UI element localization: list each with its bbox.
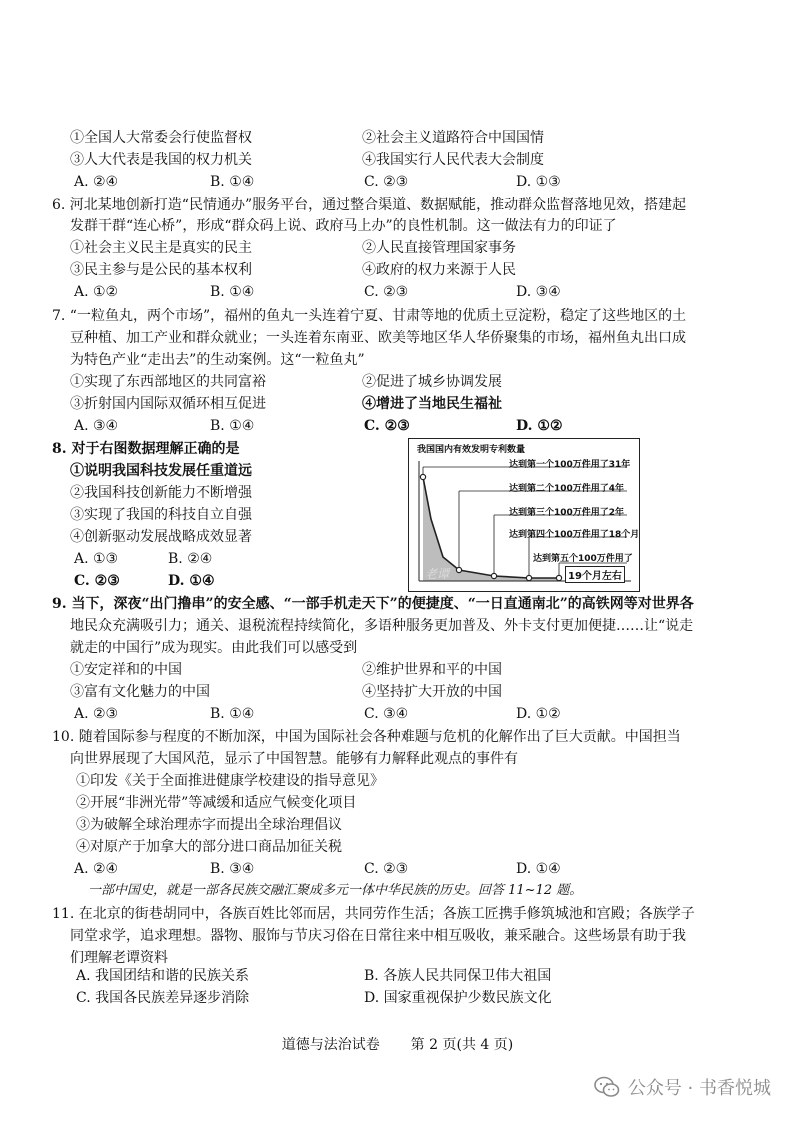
chart-title: 我国国内有效发明专利数量 — [417, 445, 526, 455]
q6-choice-c: C. ②③ — [364, 284, 409, 300]
q11-stem-line-2: 同堂求学，追求理想。器物、服饰与节庆习俗在日常往来中相互吸收，兼采融合。这些场景有助于我 — [70, 928, 686, 944]
q8-stem: 8. 对于右图数据理解正确的是 — [52, 441, 240, 457]
q11-choice-c: C. 我国各民族差异逐步消除 — [76, 990, 250, 1006]
q9-choice-b: B. ①④ — [210, 706, 255, 722]
q7-choice-a: A. ③④ — [74, 418, 119, 434]
q7-item-3: ③折射国内国际双循环相互促进 — [70, 396, 266, 412]
q8-choice-c: C. ②③ — [74, 573, 120, 589]
q6-stem-line-2: 发群干群“连心桥”，形成“群众码上说、政府马上办”的良性机制。这一做法有力的印证了 — [70, 218, 617, 234]
q8-item-3: ③实现了我国的科技自立自强 — [70, 507, 252, 523]
q6-item-1: ①社会主义民主是真实的民主 — [70, 240, 252, 256]
q6-choice-a: A. ①② — [74, 284, 119, 300]
chart-point-4 — [526, 575, 531, 580]
chart-annotation-2: 达到第二个100万件用了4年 — [509, 484, 625, 494]
q7-stem-line-3: 为特色产业“走出去”的生动案例。这“一粒鱼丸” — [70, 352, 365, 368]
chart-point-2 — [456, 567, 461, 572]
q6-stem-line-1: 6. 河北某地创新打造“民情通办”服务平台，通过整合渠道、数据赋能，推动群众监督落地见效，搭建起 — [52, 197, 687, 213]
q7-item-1: ①实现了东西部地区的共同富裕 — [70, 374, 266, 390]
q8-choice-a: A. ①③ — [74, 551, 119, 567]
wechat-icon — [594, 1076, 620, 1098]
q8-choice-d: D. ①④ — [168, 573, 215, 589]
chart-annotation-1: 达到第一个100万件用了31年 — [509, 460, 631, 470]
q11-choice-d: D. 国家重视保护少数民族文化 — [364, 990, 552, 1006]
q10-choice-d: D. ①④ — [516, 861, 561, 877]
q9-stem-line-2: 地民众充满吸引力；通关、退税流程持续简化，多语种服务更加普及、外卡支付更加便捷……让“说走 — [70, 618, 694, 634]
q7-choice-b: B. ①④ — [210, 418, 255, 434]
q11-choice-a: A. 我国团结和谐的民族关系 — [76, 968, 250, 984]
chart-annotation-4: 达到第四个100万件用了18个月 — [509, 530, 640, 540]
q9-stem-line-3: 就走的中国行”成为现实。由此我们可以感受到 — [70, 640, 358, 656]
chart-point-5 — [556, 575, 561, 580]
q10-item-3: ③为破解全球治理赤字而提出全球治理倡议 — [76, 817, 342, 833]
chart-annotation-5: 达到第五个100万件用了 — [533, 554, 633, 564]
footer-page-number: 第 2 页(共 4 页) — [410, 1037, 514, 1053]
q10-choice-a: A. ②④ — [74, 861, 119, 877]
q10-item-2: ②开展“非洲光带”等减缓和适应气候变化项目 — [76, 795, 357, 811]
page-footer — [0, 1034, 795, 1054]
q5-choice-b: B. ①④ — [210, 174, 255, 190]
q9-item-3: ③富有文化魅力的中国 — [70, 684, 210, 700]
q10-stem-line-2: 向世界展现了大国风范，显示了中国智慧。能够有力解释此观点的事件有 — [70, 751, 518, 767]
chart-watermark: 老谭 — [425, 567, 450, 581]
chart-point-3 — [491, 573, 496, 578]
q5-choice-c: C. ②③ — [364, 174, 409, 190]
q5-item-3: ③人大代表是我国的权力机关 — [70, 152, 252, 168]
q8-item-1: ①说明我国科技发展任重道远 — [70, 463, 252, 479]
q5-item-1: ①全国人大常委会行使监督权 — [70, 130, 252, 146]
q9-choice-d: D. ①② — [516, 706, 561, 722]
q6-item-3: ③民主参与是公民的基本权利 — [70, 262, 252, 278]
q6-choice-d: D. ③④ — [516, 284, 561, 300]
chart-point-1 — [420, 474, 425, 479]
q8-choice-b: B. ②④ — [168, 551, 213, 567]
q9-item-2: ②维护世界和平的中国 — [362, 662, 502, 678]
q6-item-2: ②人民直接管理国家事务 — [362, 240, 516, 256]
q5-item-4: ④我国实行人民代表大会制度 — [362, 152, 544, 168]
q10-choice-b: B. ③④ — [210, 861, 255, 877]
q10-choice-c: C. ②③ — [364, 861, 409, 877]
q9-choice-c: C. ③④ — [364, 706, 409, 722]
q9-choice-a: A. ②③ — [74, 706, 119, 722]
q9-stem-line-1: 9. 当下，深夜“出门撸串”的安全感、“一部手机走天下”的便捷度、“一日直通南北”的高铁网等对世界各 — [52, 596, 694, 612]
q10-stem-line-1: 10. 随着国际参与程度的不断加深，中国为国际社会各种难题与危机的化解作出了巨大贡献。中国担当 — [52, 729, 681, 745]
q7-choice-d: D. ①② — [516, 418, 563, 434]
q9-item-1: ①安定祥和的中国 — [70, 662, 182, 678]
q6-item-4: ④政府的权力来源于人民 — [362, 262, 516, 278]
q5-choice-a: A. ②④ — [74, 174, 119, 190]
q5-choice-d: D. ①③ — [516, 174, 561, 190]
q11-stem-line-1: 11. 在北京的街巷胡同中，各族百姓比邻而居，共同劳作生活；各族工匠携手修筑城池和宫殿；各族学子 — [52, 906, 695, 922]
q7-stem-line-1: 7. “一粒鱼丸，两个市场”，福州的鱼丸一头连着宁夏、甘肃等地的优质土豆淀粉，稳定了这些地区的土 — [52, 308, 687, 324]
q11-choice-b: B. 各族人民共同保卫伟大祖国 — [364, 968, 552, 984]
q7-item-2: ②促进了城乡协调发展 — [362, 374, 502, 390]
q7-stem-line-2: 豆种植、加工产业和群众就业；一头连着东南亚、欧美等地区华人华侨聚集的市场，福州鱼丸出口成 — [70, 330, 686, 346]
q11-stem-line-3: 们理解老谭资料 — [70, 950, 168, 966]
chart-annotation-6: 19个月左右 — [565, 566, 625, 583]
patent-chart — [408, 438, 640, 592]
q9-item-4: ④坚持扩大开放的中国 — [362, 684, 502, 700]
q10-item-4: ④对原产于加拿大的部分进口商品加征关税 — [76, 839, 342, 855]
wechat-watermark — [594, 1074, 771, 1100]
q7-choice-c: C. ②③ — [364, 418, 410, 434]
q5-item-2: ②社会主义道路符合中国国情 — [362, 130, 544, 146]
chart-annotation-3: 达到第三个100万件用了2年 — [509, 508, 625, 518]
q8-item-4: ④创新驱动发展战略成效显著 — [70, 529, 252, 545]
q8-item-2: ②我国科技创新能力不断增强 — [70, 485, 252, 501]
watermark-text: 公众号 · 书香悦城 — [627, 1078, 771, 1099]
q7-item-4: ④增进了当地民生福祉 — [362, 396, 502, 412]
q10-item-1: ①印发《关于全面推进健康学校建设的指导意见》 — [76, 773, 384, 789]
q6-choice-b: B. ①④ — [210, 284, 255, 300]
section-intro: 一部中国史，就是一部各民族交融汇聚成多元一体中华民族的历史。回答 11~12 题。 — [88, 883, 583, 898]
footer-subject: 道德与法治试卷 — [281, 1037, 380, 1053]
